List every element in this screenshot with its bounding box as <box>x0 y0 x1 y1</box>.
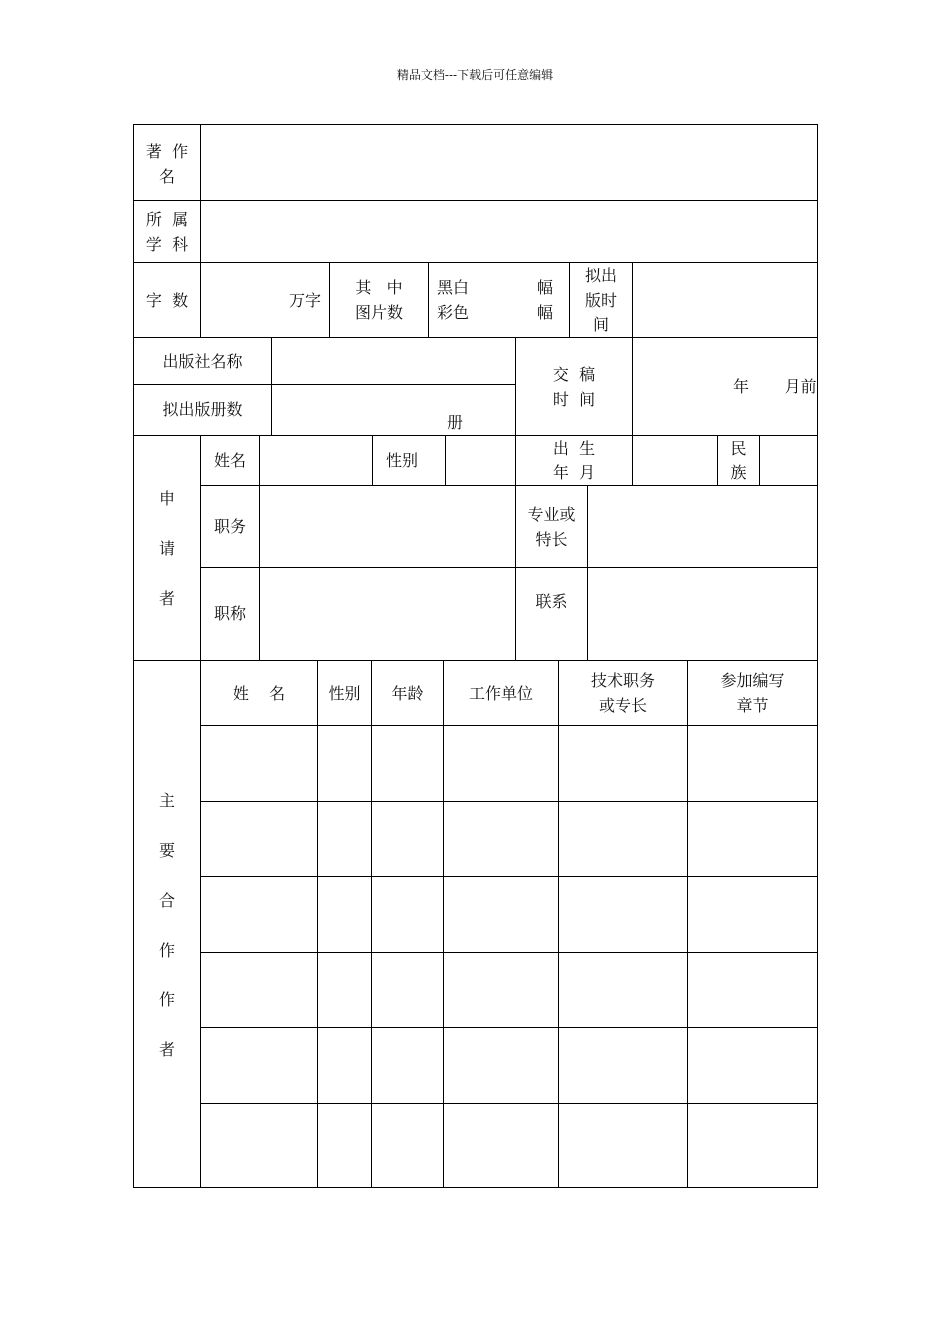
table-line <box>817 124 818 1188</box>
bw-unit: 幅 <box>537 278 554 297</box>
applicant-name-label: 姓名 <box>213 451 246 470</box>
subject-label-2: 学 科 <box>145 235 189 254</box>
collaborators-group-char: 主 <box>158 791 175 810</box>
bw-label: 黑白 <box>437 278 470 297</box>
submit-time-label: 交 稿 <box>552 365 596 384</box>
specialty-label: 专业或 <box>527 505 576 524</box>
applicant-group-char: 者 <box>158 589 175 608</box>
table-row[interactable] <box>201 877 817 952</box>
contact-label: 联系 <box>535 592 568 611</box>
col-header-gender: 性别 <box>328 684 361 703</box>
page-header: 精品文档---下载后可任意编辑 <box>396 68 554 82</box>
publisher-input[interactable] <box>272 338 515 384</box>
planned-pub-label-2: 版时 <box>584 291 617 310</box>
collaborators-group-char: 作 <box>158 990 175 1009</box>
pictures-label-2: 图片数 <box>354 303 403 322</box>
birth-label: 出 生 <box>552 439 596 458</box>
title-label: 职称 <box>213 604 246 623</box>
color-label: 彩色 <box>437 303 470 322</box>
applicant-gender-input[interactable] <box>446 436 515 485</box>
planned-pub-label-3: 间 <box>592 315 609 334</box>
contact-input[interactable] <box>588 568 817 660</box>
applicant-gender-label: 性别 <box>385 451 418 470</box>
table-row[interactable] <box>201 726 817 801</box>
col-header-unit: 工作单位 <box>468 684 533 703</box>
subject-label: 所 属 <box>145 210 189 229</box>
position-input[interactable] <box>260 486 515 567</box>
volumes-label: 拟出版册数 <box>162 400 243 419</box>
ethnic-label-2: 族 <box>730 463 747 482</box>
work-name-input[interactable] <box>201 125 817 200</box>
table-row[interactable] <box>201 1028 817 1103</box>
color-unit: 幅 <box>537 303 554 322</box>
specialty-label-2: 特长 <box>535 530 568 549</box>
table-row[interactable] <box>201 802 817 876</box>
pictures-label: 其 中 <box>355 278 403 297</box>
planned-pub-input[interactable] <box>633 263 817 337</box>
word-count-unit: 万字 <box>289 291 322 310</box>
collaborators-group-char: 合 <box>158 891 175 910</box>
subject-input[interactable] <box>201 201 817 262</box>
table-line <box>133 1187 818 1188</box>
publisher-label: 出版社名称 <box>162 352 243 371</box>
volumes-input[interactable] <box>272 385 515 435</box>
table-line <box>428 262 429 338</box>
birth-input[interactable] <box>633 436 717 485</box>
col-header-name: 姓 名 <box>232 684 286 703</box>
table-line <box>133 660 818 661</box>
table-line <box>133 124 134 1188</box>
volumes-unit: 册 <box>447 413 464 432</box>
work-name-label-2: 名 <box>158 167 175 186</box>
col-header-chapter: 参加编写 <box>720 671 785 690</box>
ethnic-input[interactable] <box>760 436 817 485</box>
specialty-input[interactable] <box>588 486 817 567</box>
collaborators-group-char: 者 <box>158 1040 175 1059</box>
word-count-label: 字 数 <box>145 291 189 310</box>
table-row[interactable] <box>201 953 817 1027</box>
title-input[interactable] <box>260 568 515 660</box>
applicant-name-input[interactable] <box>260 436 372 485</box>
col-header-chapter-2: 章节 <box>736 696 769 715</box>
planned-pub-label: 拟出 <box>584 266 617 285</box>
submit-time-value[interactable]: 年 月前 <box>733 377 817 396</box>
collaborators-group-char: 作 <box>158 941 175 960</box>
table-row[interactable] <box>201 1104 817 1187</box>
col-header-tech: 技术职务 <box>590 671 655 690</box>
applicant-group-char: 请 <box>158 539 175 558</box>
submit-time-label-2: 时 间 <box>552 390 596 409</box>
ethnic-label: 民 <box>730 439 747 458</box>
col-header-age: 年龄 <box>391 684 424 703</box>
collaborators-group-char: 要 <box>158 841 175 860</box>
col-header-tech-2: 或专长 <box>598 696 647 715</box>
work-name-label: 著 作 <box>145 142 189 161</box>
position-label: 职务 <box>213 517 246 536</box>
applicant-group-char: 申 <box>158 489 175 508</box>
birth-label-2: 年 月 <box>552 463 596 482</box>
